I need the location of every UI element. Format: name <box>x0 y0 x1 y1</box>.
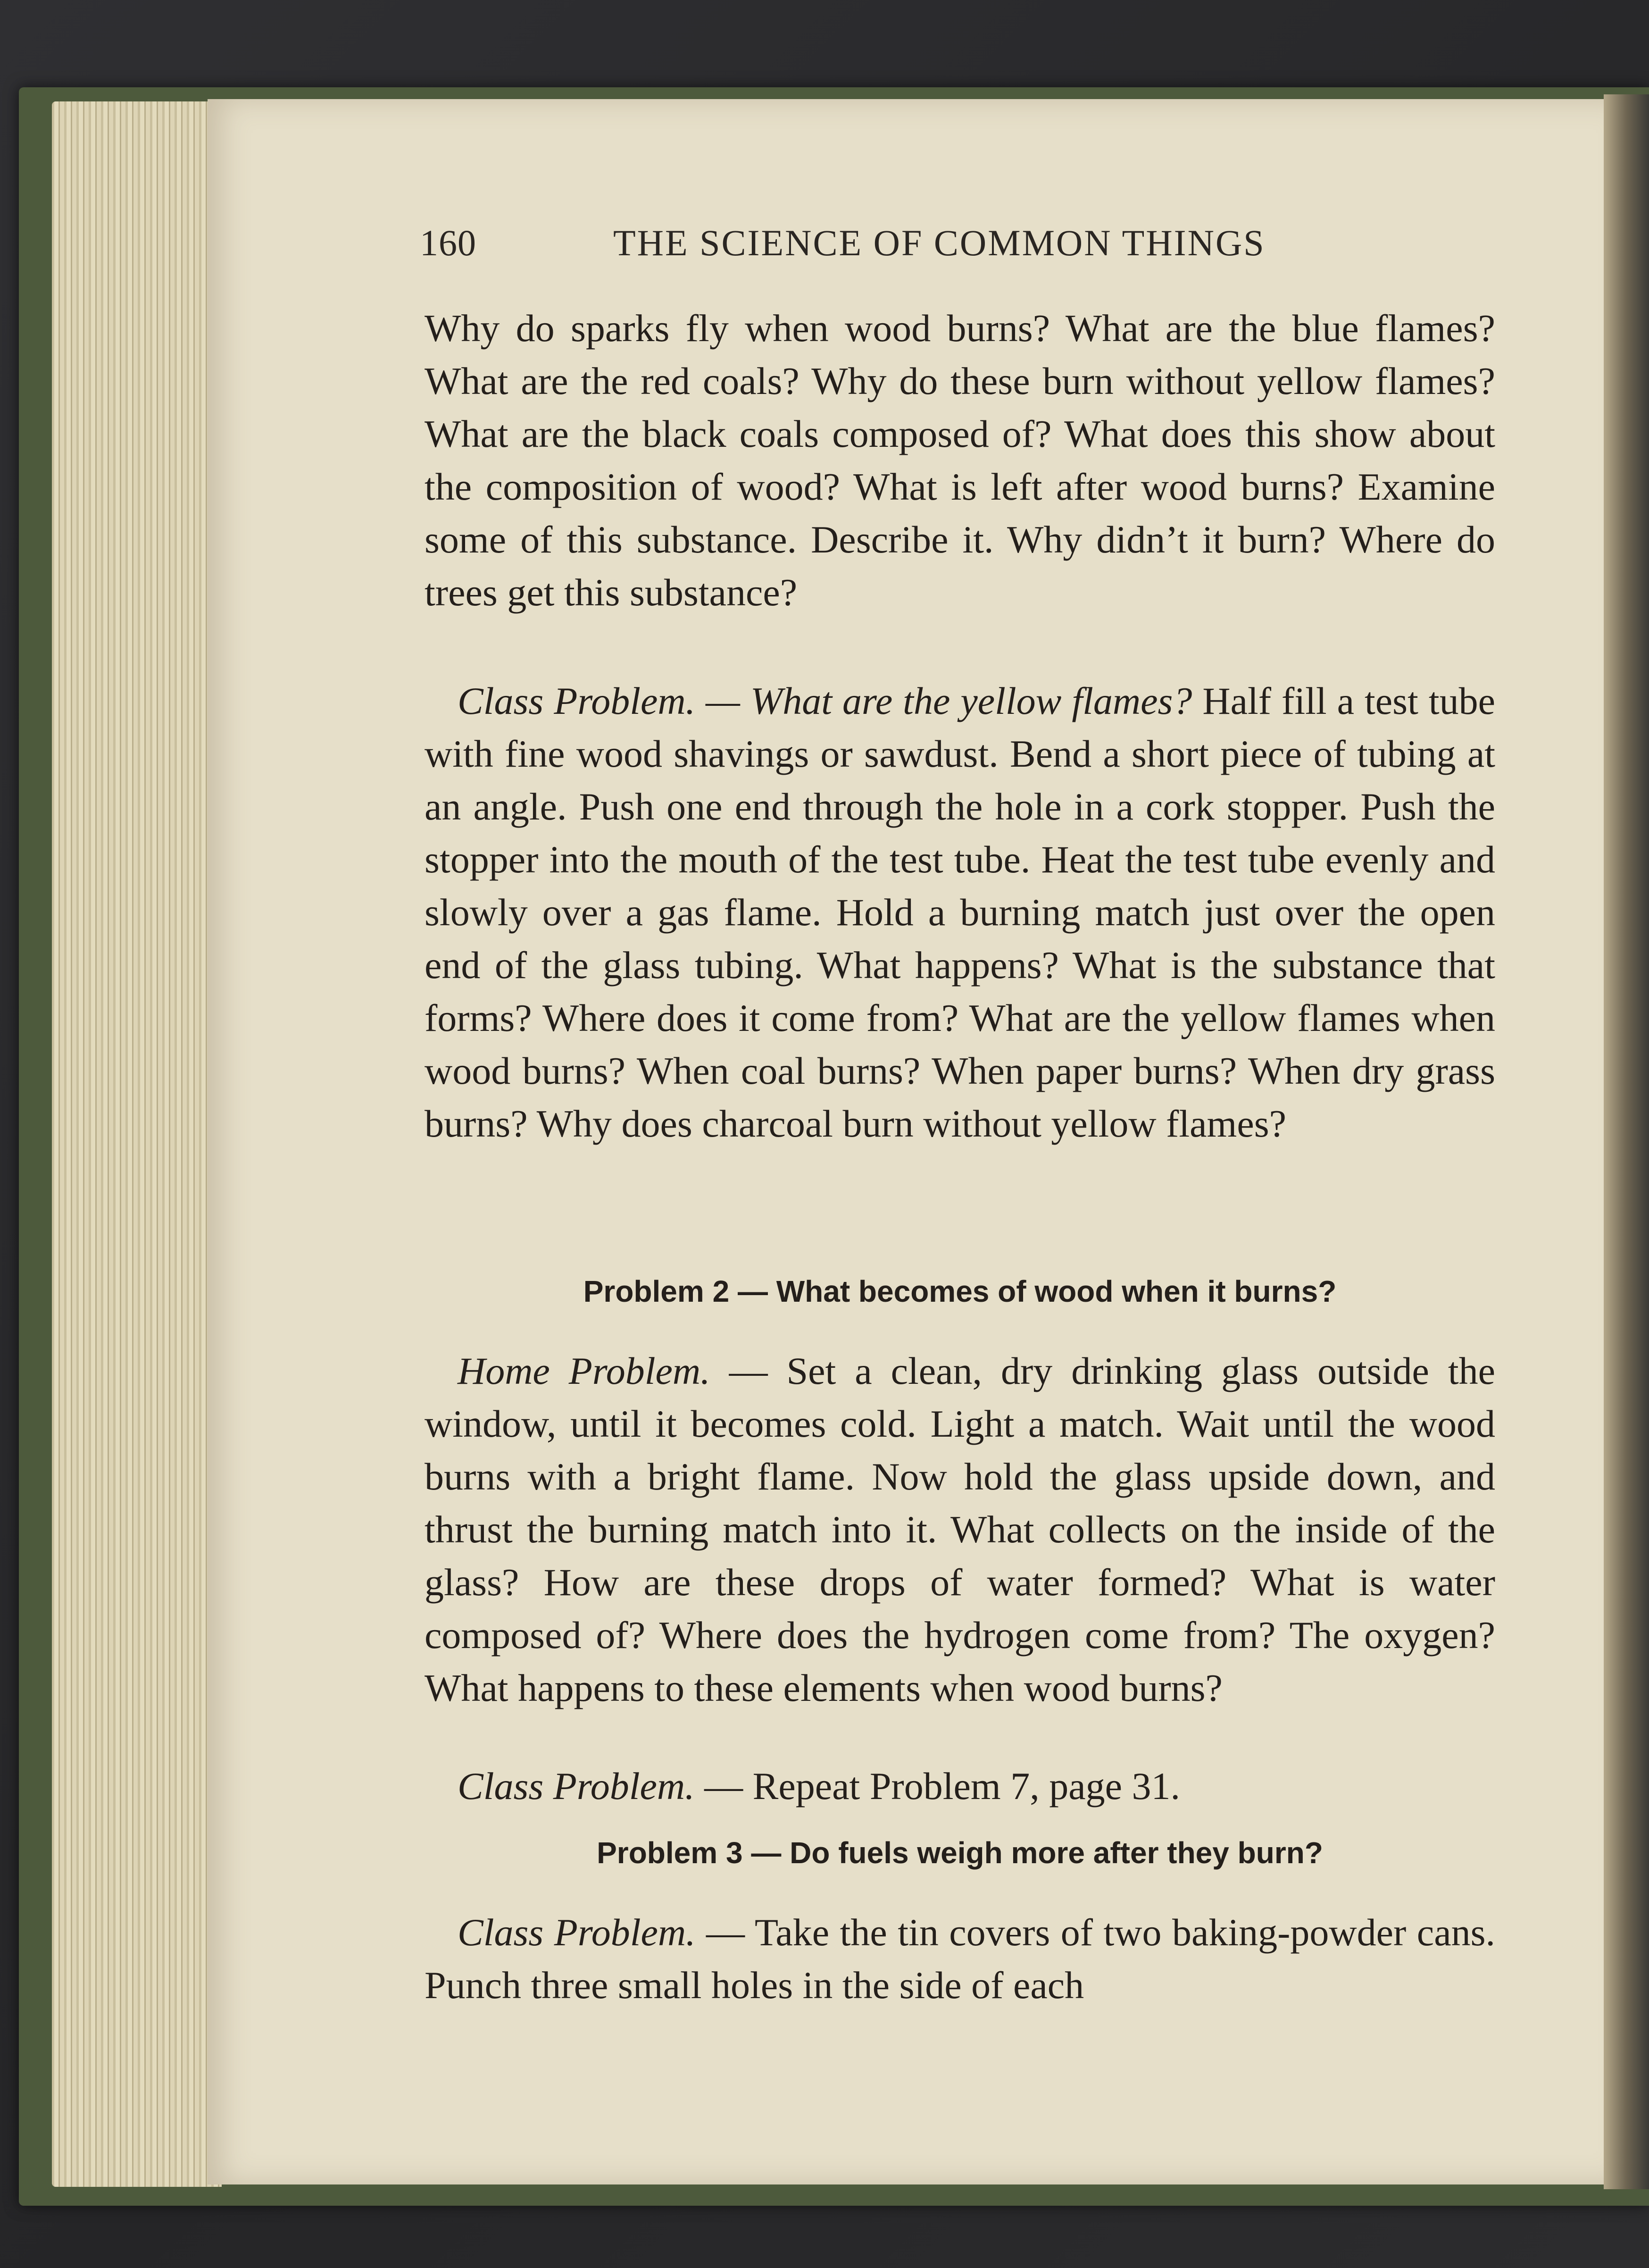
paragraph-home-problem <box>425 1345 1495 1715</box>
paragraph-tin-covers <box>425 1906 1495 2012</box>
paragraph-repeat-problem-text: — Repeat Problem 7, page 31. <box>694 1765 1180 1808</box>
running-head <box>420 222 1344 278</box>
book-title: THE SCIENCE OF COMMON THINGS <box>613 222 1266 263</box>
gutter-shadow <box>1604 94 1649 2189</box>
paragraph-yellow-flames <box>425 675 1495 1150</box>
class-problem-lead: Class Problem. — What are the yellow flames? <box>458 679 1192 722</box>
paragraph-yellow-flames-text: Half fill a test tube with fine wood shavings or sawdust. Bend a short piece of tubing at an angle. Push one end through the hole in a cork stopper. Push the stopper into the mouth of the test tube. Heat the test tube evenly and slowly over a gas flame. Hold a burning match just over the open end of the glass tubing. What happens? What is the substance that forms? Where does it come from? What are the yellow flames when wood burns? When coal burns? When paper burns? When dry grass burns? Why does charcoal burn without yellow flames? <box>425 679 1495 1145</box>
problem-2-heading: Problem 2 — What becomes of wood when it burns? <box>583 1274 1337 1308</box>
paragraph-sparks <box>425 302 1495 619</box>
class-problem-lead-2: Class Problem. <box>458 1765 695 1808</box>
page-edges <box>52 101 222 2187</box>
class-problem-lead-3: Class Problem. <box>458 1911 696 1954</box>
problem-3-heading: Problem 3 — Do fuels weigh more after they burn? <box>597 1836 1323 1870</box>
page-number: 160 <box>420 222 476 263</box>
paragraph-repeat-problem <box>425 1760 1495 1813</box>
paragraph-sparks-text: Why do sparks fly when wood burns? What are the blue flames? What are the red coals? Why do these burn without yellow flames? What are the black coals composed of? What does this show about the composition of wood? What is left after wood burns? Examine some of this substance. Describe it. Why didn’t it burn? Where do trees get this substance? <box>425 307 1495 614</box>
paragraph-tin-covers-text: — Take the tin covers of two baking-powder cans. Punch three small holes in the side of each <box>425 1911 1495 2007</box>
paragraph-home-problem-text: — Set a clean, dry drinking glass outside the window, until it becomes cold. Light a match. Wait until the wood burns with a bright flame. Now hold the glass upside down, and thrust the burning match into it. What collects on the inside of the glass? How are these drops of water formed? What is water composed of? Where does the hydrogen come from? The oxygen? What happens to these elements when wood burns? <box>425 1349 1496 1709</box>
home-problem-lead: Home Problem. <box>458 1349 710 1392</box>
